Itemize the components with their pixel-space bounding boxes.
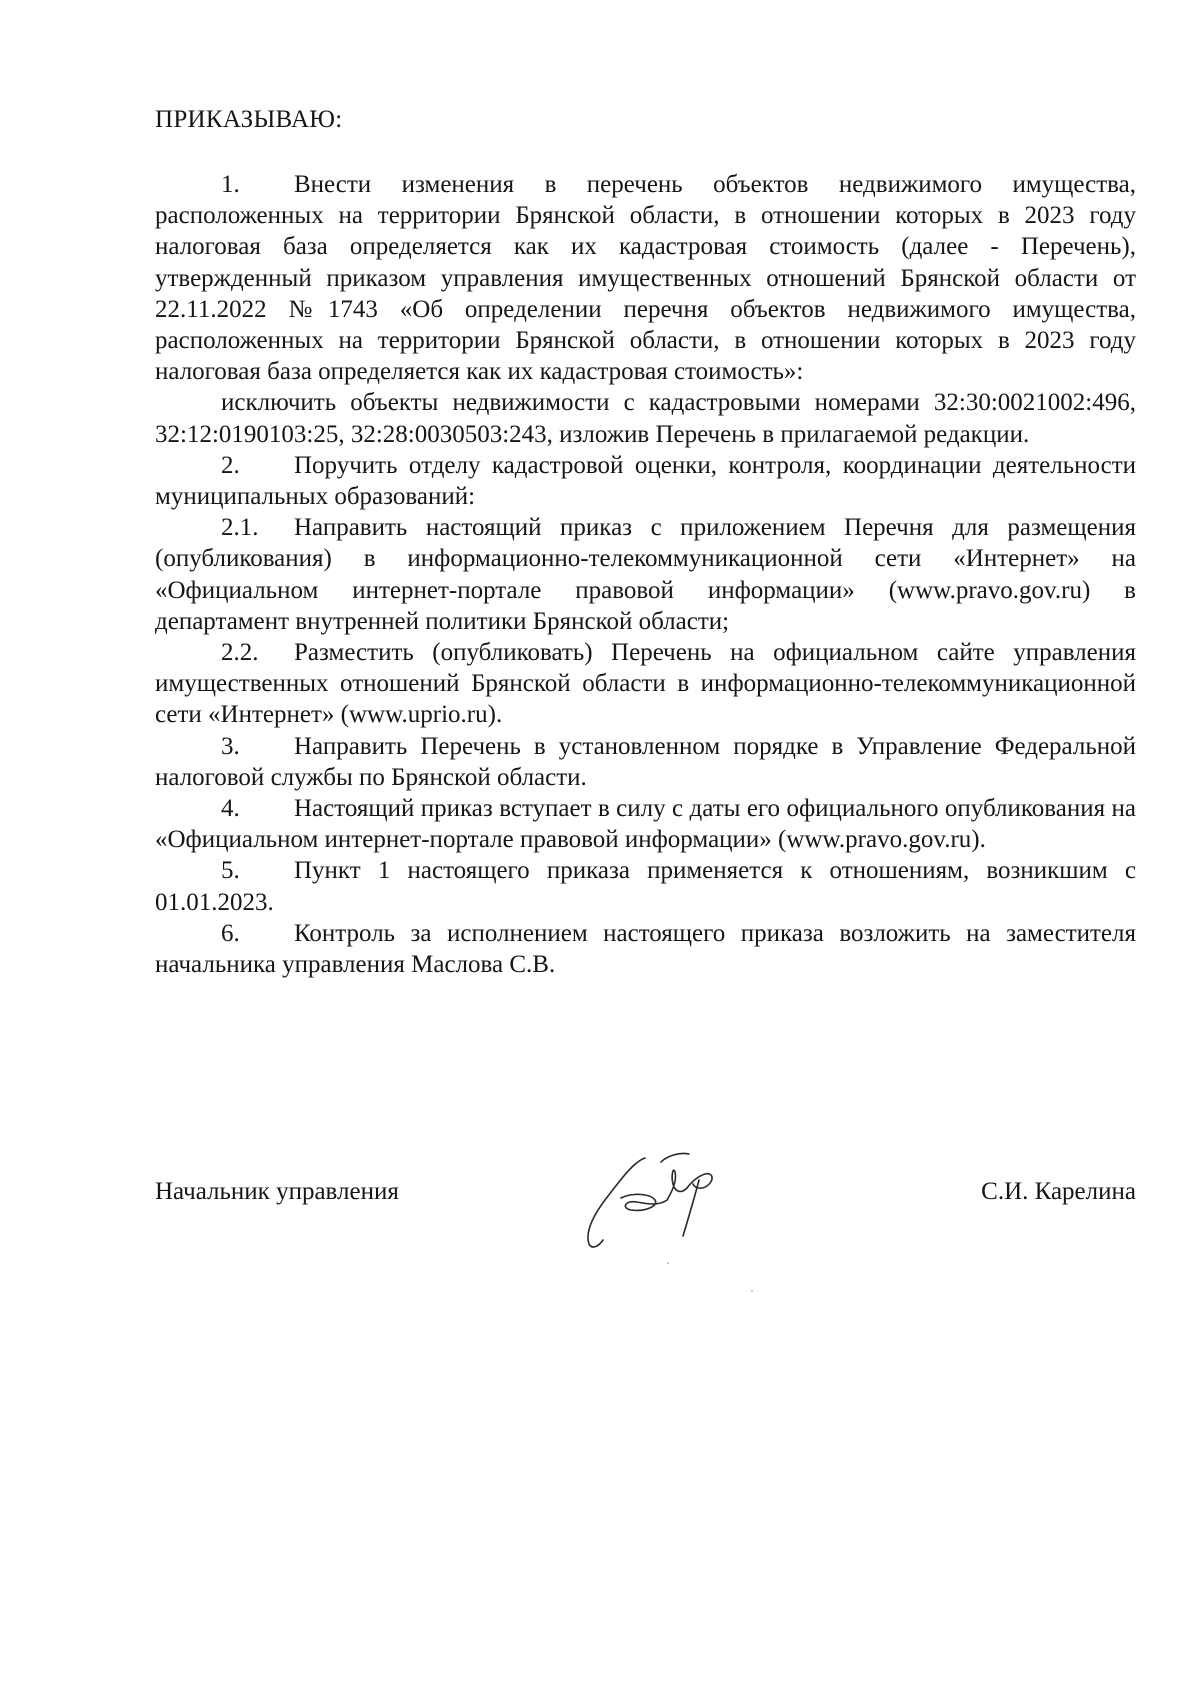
clause-1 — [155, 169, 1136, 387]
clause-2 — [155, 450, 1136, 512]
clause-text: Направить Перечень в установленном порядке в Управление Федеральной налоговой службы по Брянской области. — [155, 732, 1136, 791]
clause-number: 4. — [221, 795, 240, 823]
clause-text: Внести изменения в перечень объектов недвижимого имущества, расположенных на территории Брянской области, в отношении которых в 2023 году налоговая база определяется как их кадастровая стоимость (далее - Перечень), утвержденный приказом управления имущественных отношений Брянской области от 22.11.2022 №1743 «Об определении перечня объектов недвижимого имущества, расположенных на территории Брянской области, в отношении которых в 2023 году налоговая база определяется как их кадастровая стоимость»: — [155, 171, 1136, 386]
clause-text: Разместить (опубликовать) Перечень на официальном сайте управления имущественных отношений Брянской области в информационно-телекоммуникационной сети «Интернет» (www.uprio.ru). — [155, 639, 1136, 729]
clause-number: 2. — [221, 451, 240, 479]
scan-speck — [667, 1262, 669, 1264]
clause-text: Контроль за исполнением настоящего приказа возложить на заместителя начальника управления Маслова С.В. — [155, 919, 1136, 979]
clause-6 — [155, 918, 1136, 980]
clause-2-1 — [155, 512, 1136, 637]
handwritten-signature-icon — [575, 1140, 745, 1250]
signatory-position: Начальник управления — [155, 1178, 399, 1205]
clause-number: 3. — [221, 732, 240, 760]
signatory-name: С.И. Карелина — [981, 1178, 1136, 1205]
order-heading: ПРИКАЗЫВАЮ: — [155, 106, 343, 133]
clause-text: Пункт 1 настоящего приказа применяется к отношениям, возникшим с 01.01.2023. — [155, 857, 1136, 916]
clause-number: 6. — [221, 919, 240, 947]
clause-number: 2.2. — [221, 639, 259, 667]
clause-1-continuation: исключить объекты недвижимости с кадастровыми номерами 32:30:0021002:496, 32:12:0190103:25, 32:28:0030503:243, изложив Перечень в прилагаемой редакции. — [155, 389, 1136, 448]
clause-4 — [155, 793, 1136, 855]
clause-number: 2.1. — [221, 514, 259, 542]
document-body — [155, 104, 1136, 980]
clause-2-2 — [155, 637, 1136, 731]
clause-number: 1. — [221, 171, 240, 198]
clause-text: Направить настоящий приказ с приложением Перечня для размещения (опубликования) в информационно-телекоммуникационной сети «Интернет» на «Официальном интернет-портале правовой информации» (www.pravo.gov.ru) в департамент внутренней политики Брянской области; — [155, 514, 1136, 635]
signature-block — [155, 1170, 1136, 1280]
scan-speck — [751, 1290, 753, 1292]
clause-text: Настоящий приказ вступает в силу с даты его официального опубликования на «Официальном интернет-портале правовой информации» (www.pravo.gov.ru). — [155, 795, 1136, 854]
clause-3 — [155, 731, 1136, 793]
clause-number: 5. — [221, 857, 240, 885]
clause-5 — [155, 855, 1136, 917]
clause-text: Поручить отделу кадастровой оценки, контроля, координации деятельности муниципальных образований: — [155, 451, 1136, 511]
